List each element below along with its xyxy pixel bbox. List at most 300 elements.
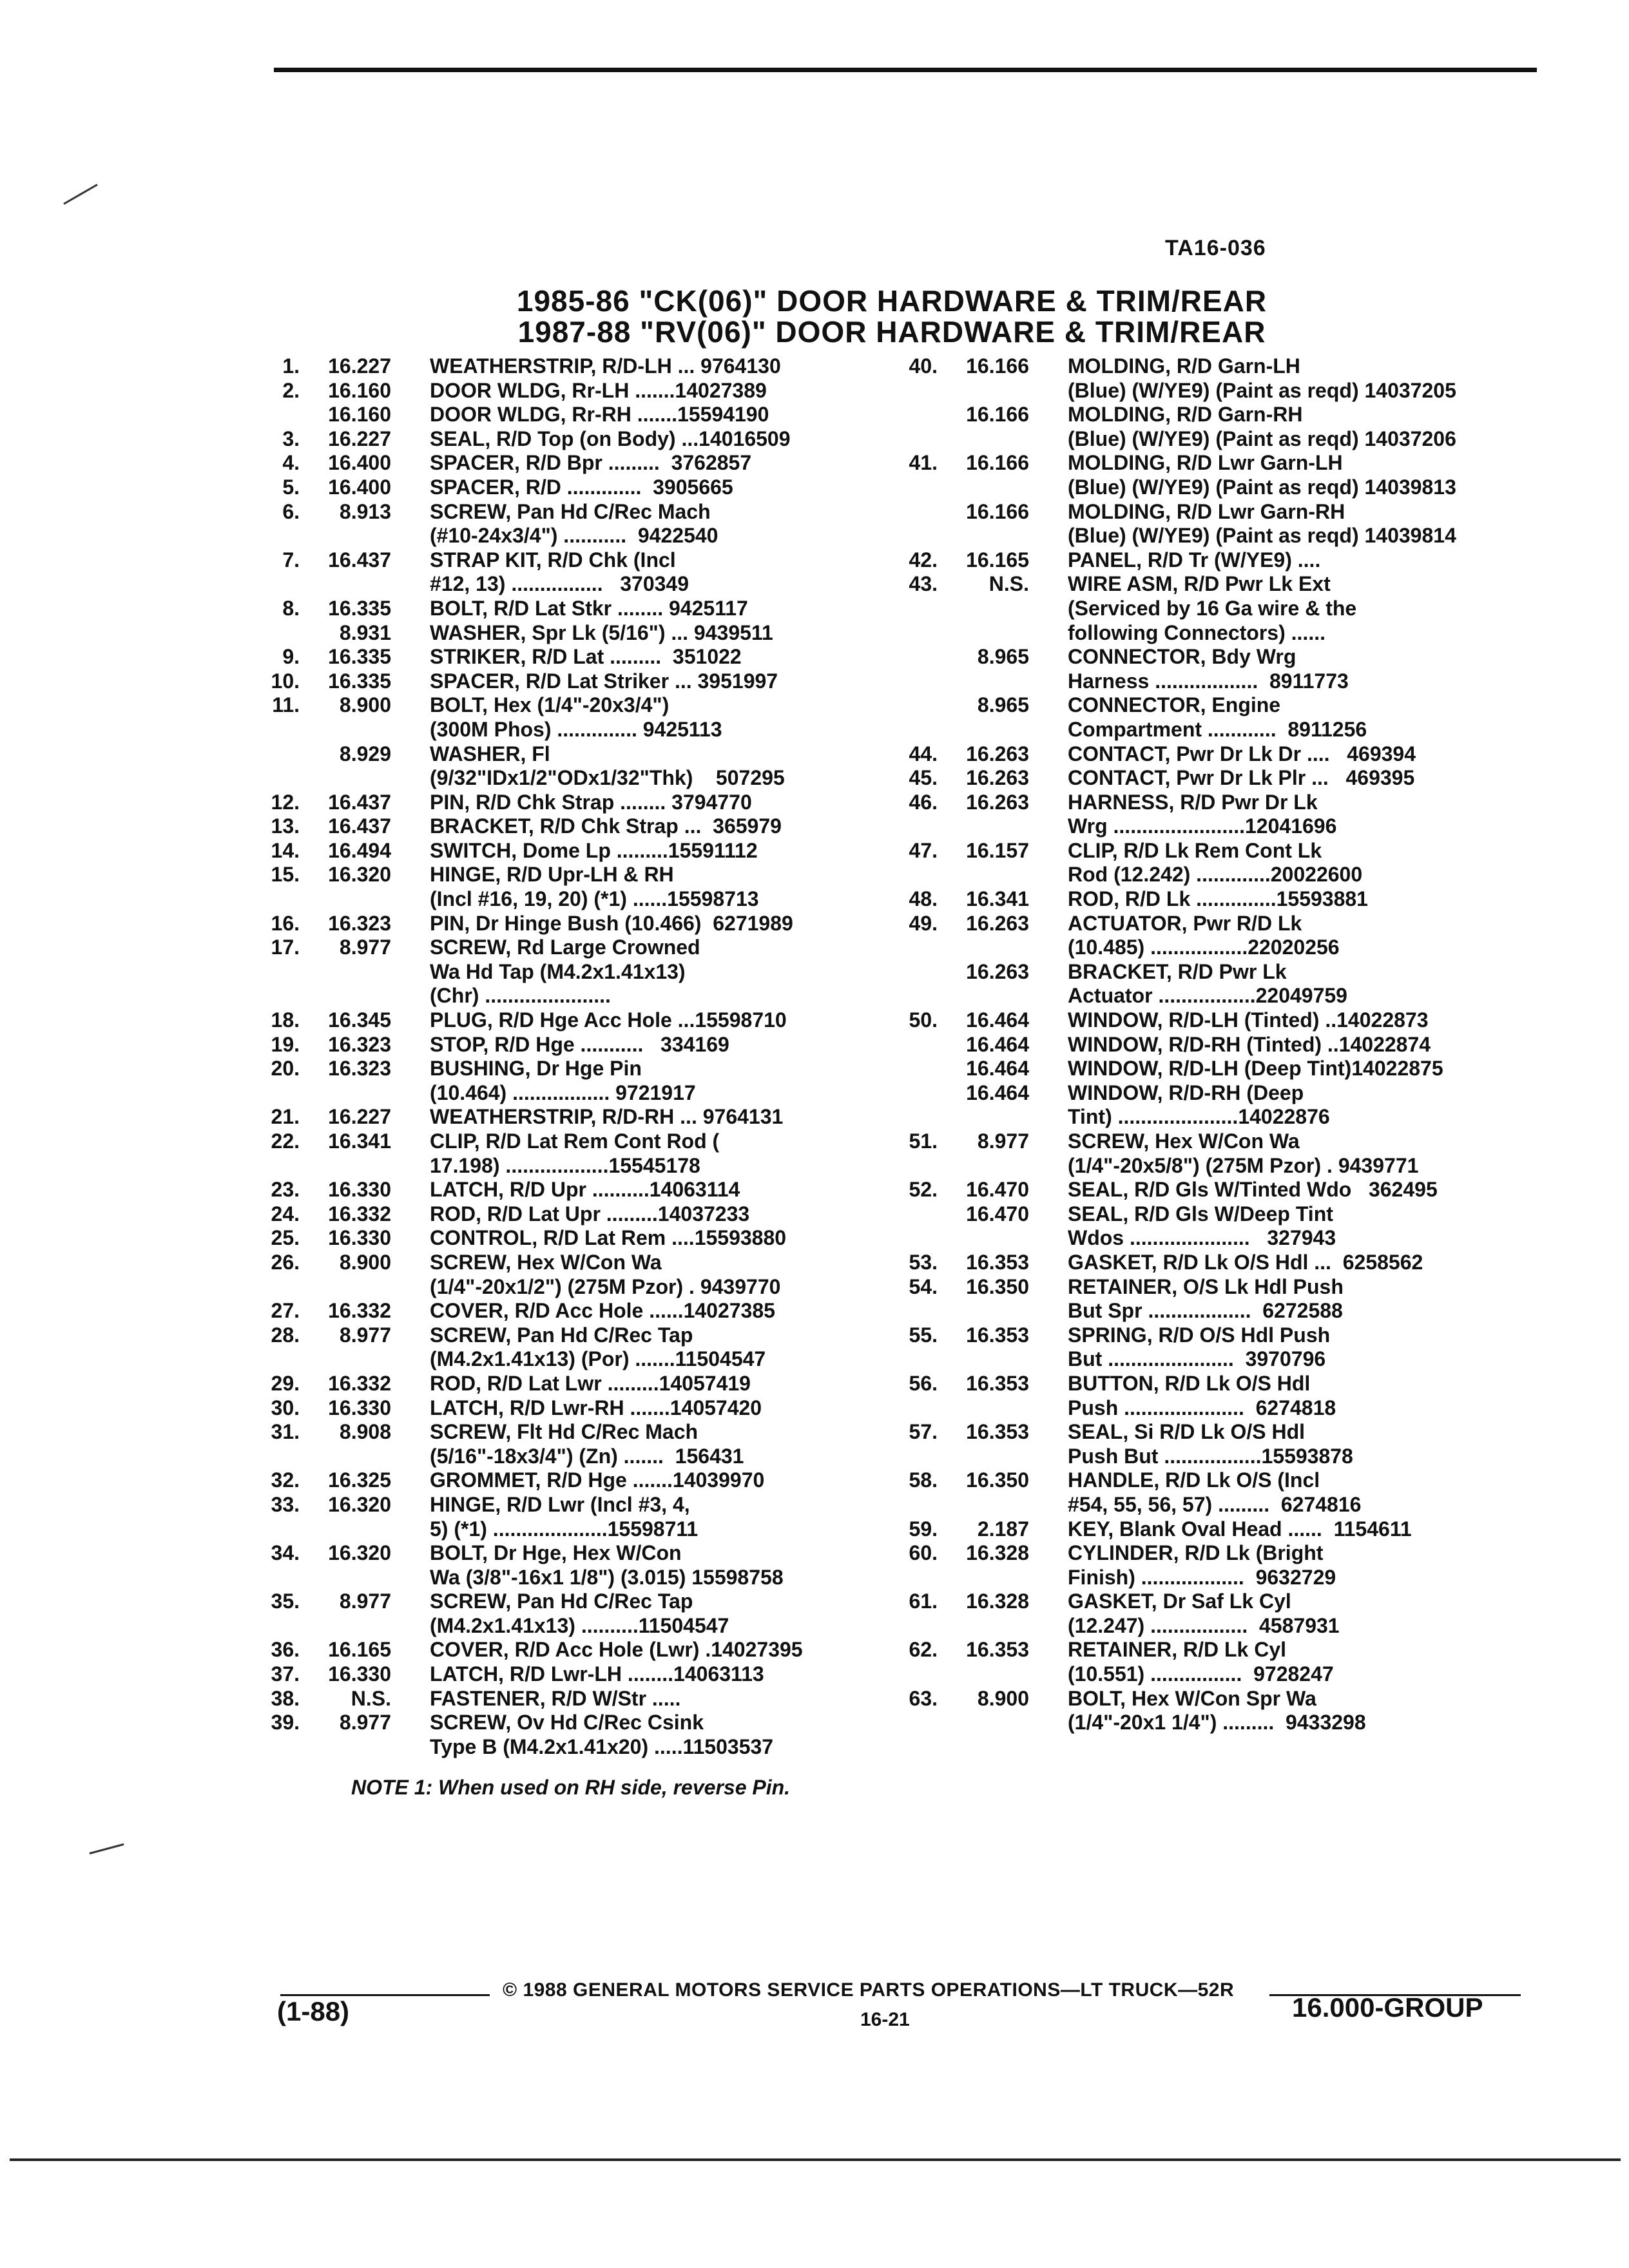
group-number: 16.353 bbox=[966, 1323, 1029, 1347]
part-description bbox=[391, 427, 880, 452]
part-description bbox=[391, 791, 880, 815]
description-line: WEATHERSTRIP, R/D-LH ... 9764130 bbox=[430, 354, 781, 378]
description-line: SCREW, Pan Hd C/Rec Mach bbox=[430, 499, 711, 523]
item-number bbox=[892, 1202, 938, 1227]
description-line: HANDLE, R/D Lk O/S (Incl bbox=[1068, 1468, 1320, 1492]
description-line: LATCH, R/D Upr ..........14063114 bbox=[430, 1178, 740, 1202]
description-line: RETAINER, R/D Lk Cyl bbox=[1068, 1638, 1286, 1662]
part-entry bbox=[892, 1275, 1543, 1323]
description-line: Harness .................. 8911773 bbox=[1068, 669, 1349, 693]
part-entry bbox=[255, 1662, 880, 1687]
part-entry bbox=[255, 1372, 880, 1396]
part-entry bbox=[892, 1251, 1543, 1275]
part-entry bbox=[892, 960, 1543, 1008]
description-line: Rod (12.242) .............20022600 bbox=[1068, 863, 1363, 887]
item-number: 56. bbox=[909, 1371, 938, 1395]
group-number: 16.227 bbox=[328, 1105, 391, 1129]
item-number: 21. bbox=[271, 1105, 300, 1129]
item-number: 29. bbox=[271, 1371, 300, 1395]
item-number: 61. bbox=[909, 1590, 938, 1613]
item-number: 6. bbox=[282, 499, 300, 523]
item-number bbox=[255, 403, 300, 427]
part-entry bbox=[255, 1541, 880, 1590]
group-number: 16.166 bbox=[966, 499, 1029, 523]
description-line: SCREW, Ov Hd C/Rec Csink bbox=[430, 1711, 704, 1735]
part-description bbox=[1029, 1081, 1543, 1129]
description-line: SPACER, R/D ............. 3905665 bbox=[430, 475, 733, 499]
description-line: SWITCH, Dome Lp .........15591112 bbox=[430, 838, 758, 862]
group-number: 16.320 bbox=[328, 1541, 391, 1565]
group-number: 16.328 bbox=[966, 1541, 1029, 1565]
item-number: 33. bbox=[271, 1492, 300, 1516]
item-number: 8. bbox=[282, 596, 300, 620]
description-line: CLIP, R/D Lk Rem Cont Lk bbox=[1068, 838, 1322, 862]
description-line: DOOR WLDG, Rr-LH .......14027389 bbox=[430, 378, 767, 402]
item-number: 58. bbox=[909, 1468, 938, 1492]
part-entry bbox=[892, 887, 1543, 912]
group-number: 16.160 bbox=[328, 403, 391, 427]
group-number: 16.320 bbox=[328, 863, 391, 887]
part-description bbox=[391, 1638, 880, 1662]
description-line: KEY, Blank Oval Head ...... 1154611 bbox=[1068, 1517, 1412, 1541]
part-description bbox=[1029, 1008, 1543, 1033]
description-line: (Chr) ...................... bbox=[430, 984, 611, 1008]
part-description bbox=[391, 354, 880, 379]
part-entry bbox=[892, 1541, 1543, 1590]
item-number bbox=[255, 742, 300, 767]
description-line: LATCH, R/D Lwr-RH .......14057420 bbox=[430, 1396, 762, 1419]
item-number: 54. bbox=[909, 1274, 938, 1298]
part-entry bbox=[255, 863, 880, 911]
description-line: #54, 55, 56, 57) ......... 6274816 bbox=[1068, 1492, 1362, 1516]
item-number: 37. bbox=[271, 1662, 300, 1686]
description-line: 5) (*1) ....................15598711 bbox=[430, 1517, 699, 1541]
page-title-line-2: 1987-88 "RV(06)" DOOR HARDWARE & TRIM/REAR bbox=[517, 315, 1266, 349]
item-number: 35. bbox=[271, 1590, 300, 1613]
group-number: 16.160 bbox=[328, 378, 391, 402]
item-number: 50. bbox=[909, 1008, 938, 1032]
group-number: 16.470 bbox=[966, 1202, 1029, 1225]
part-entry bbox=[255, 1105, 880, 1129]
description-line: SCREW, Pan Hd C/Rec Tap bbox=[430, 1590, 693, 1613]
part-description bbox=[1029, 1057, 1543, 1081]
group-number: 16.330 bbox=[328, 1226, 391, 1250]
item-number: 49. bbox=[909, 911, 938, 935]
part-entry bbox=[255, 742, 880, 791]
description-line: SCREW, Hex W/Con Wa bbox=[430, 1250, 662, 1274]
part-entry bbox=[892, 1517, 1543, 1542]
description-line: (10.464) ................. 9721917 bbox=[430, 1081, 696, 1104]
item-number: 57. bbox=[909, 1420, 938, 1444]
description-line: BOLT, Hex (1/4"-20x3/4") bbox=[430, 693, 670, 717]
description-line: MOLDING, R/D Lwr Garn-LH bbox=[1068, 451, 1343, 475]
item-number: 52. bbox=[909, 1178, 938, 1202]
description-line: CYLINDER, R/D Lk (Bright bbox=[1068, 1541, 1324, 1565]
item-number: 39. bbox=[271, 1711, 300, 1735]
group-number: 8.965 bbox=[977, 693, 1029, 717]
group-number: 16.437 bbox=[328, 814, 391, 838]
group-number: 16.166 bbox=[966, 451, 1029, 475]
part-description bbox=[1029, 1178, 1543, 1202]
description-line: Actuator .................22049759 bbox=[1068, 984, 1347, 1008]
group-number: 16.166 bbox=[966, 354, 1029, 378]
part-entry bbox=[892, 791, 1543, 839]
part-entry bbox=[255, 548, 880, 597]
description-line: CONNECTOR, Bdy Wrg bbox=[1068, 645, 1296, 669]
item-number bbox=[892, 645, 938, 669]
item-number: 22. bbox=[271, 1129, 300, 1153]
part-entry bbox=[255, 693, 880, 742]
description-line: (9/32"IDx1/2"ODx1/32"Thk) 507295 bbox=[430, 766, 785, 790]
part-description bbox=[391, 403, 880, 427]
part-entry bbox=[892, 1008, 1543, 1033]
part-description bbox=[391, 1662, 880, 1687]
description-line: (Blue) (W/YE9) (Paint as reqd) 14039813 bbox=[1068, 475, 1456, 499]
group-number: 16.263 bbox=[966, 911, 1029, 935]
group-number: 16.353 bbox=[966, 1250, 1029, 1274]
page-title-line-1: 1985-86 "CK(06)" DOOR HARDWARE & TRIM/REAR bbox=[516, 284, 1268, 318]
description-line: following Connectors) ...... bbox=[1068, 620, 1325, 644]
part-description bbox=[391, 621, 880, 646]
group-number: 8.929 bbox=[339, 742, 391, 765]
footnote: NOTE 1: When used on RH side, reverse Pin. bbox=[351, 1776, 791, 1799]
part-description bbox=[391, 500, 880, 548]
description-line: PIN, Dr Hinge Bush (10.466) 6271989 bbox=[430, 911, 793, 935]
description-line: GROMMET, R/D Hge .......14039970 bbox=[430, 1468, 765, 1492]
part-entry bbox=[892, 645, 1543, 693]
part-description bbox=[1029, 1541, 1543, 1590]
description-line: ROD, R/D Lk ..............15593881 bbox=[1068, 887, 1368, 911]
group-number: 8.977 bbox=[977, 1129, 1029, 1153]
group-number: 16.330 bbox=[328, 1662, 391, 1686]
part-entry bbox=[255, 669, 880, 694]
part-entry bbox=[892, 1638, 1543, 1686]
part-description bbox=[391, 1105, 880, 1129]
description-line: (5/16"-18x3/4") (Zn) ....... 156431 bbox=[430, 1444, 744, 1468]
item-number: 13. bbox=[271, 814, 300, 838]
description-line: (M4.2x1.41x13) ..........11504547 bbox=[430, 1613, 729, 1637]
item-number: 43. bbox=[909, 572, 938, 596]
part-description bbox=[1029, 1590, 1543, 1638]
description-line: COVER, R/D Acc Hole (Lwr) .14027395 bbox=[430, 1638, 803, 1662]
part-description bbox=[391, 669, 880, 694]
description-line: WASHER, Spr Lk (5/16") ... 9439511 bbox=[430, 620, 773, 644]
part-entry bbox=[892, 1033, 1543, 1057]
description-line: SPACER, R/D Bpr ......... 3762857 bbox=[430, 451, 752, 475]
group-number: 16.353 bbox=[966, 1371, 1029, 1395]
part-entry bbox=[255, 1178, 880, 1202]
description-line: (Incl #16, 19, 20) (*1) ......15598713 bbox=[430, 887, 759, 911]
part-description bbox=[1029, 1129, 1543, 1178]
part-entry bbox=[255, 500, 880, 548]
group-number: 16.345 bbox=[328, 1008, 391, 1032]
group-number: 16.400 bbox=[328, 475, 391, 499]
description-line: WINDOW, R/D-RH (Tinted) ..14022874 bbox=[1068, 1032, 1431, 1056]
part-description bbox=[1029, 1323, 1543, 1372]
description-line: WIRE ASM, R/D Pwr Lk Ext bbox=[1068, 572, 1331, 596]
group-number: 16.335 bbox=[328, 645, 391, 669]
part-entry bbox=[892, 1178, 1543, 1202]
part-entry bbox=[255, 379, 880, 403]
item-number: 38. bbox=[271, 1686, 300, 1710]
part-description bbox=[1029, 960, 1543, 1008]
part-entry bbox=[255, 1468, 880, 1493]
part-entry bbox=[255, 912, 880, 936]
item-number: 3. bbox=[282, 427, 300, 450]
part-entry bbox=[255, 839, 880, 863]
description-line: CONTACT, Pwr Dr Lk Dr .... 469394 bbox=[1068, 742, 1416, 765]
item-number bbox=[892, 1057, 938, 1081]
group-number: 16.165 bbox=[328, 1638, 391, 1662]
group-number: 8.977 bbox=[339, 1590, 391, 1613]
part-description bbox=[391, 1687, 880, 1711]
item-number bbox=[892, 693, 938, 718]
description-line: Type B (M4.2x1.41x20) .....11503537 bbox=[430, 1735, 774, 1758]
item-number bbox=[255, 621, 300, 646]
group-number: 16.350 bbox=[966, 1274, 1029, 1298]
item-number: 51. bbox=[909, 1129, 938, 1153]
item-number: 42. bbox=[909, 548, 938, 572]
description-line: SEAL, R/D Gls W/Deep Tint bbox=[1068, 1202, 1333, 1225]
description-line: (300M Phos) .............. 9425113 bbox=[430, 717, 722, 741]
part-entry bbox=[255, 1638, 880, 1662]
part-entry bbox=[255, 791, 880, 815]
group-number: 8.913 bbox=[339, 499, 391, 523]
description-line: MOLDING, R/D Garn-LH bbox=[1068, 354, 1300, 378]
group-number: 16.437 bbox=[328, 790, 391, 814]
issue-date: (1-88) bbox=[277, 1996, 350, 2026]
item-number: 40. bbox=[909, 354, 938, 378]
part-entry bbox=[892, 1468, 1543, 1517]
description-line: RETAINER, O/S Lk Hdl Push bbox=[1068, 1274, 1344, 1298]
item-number: 31. bbox=[271, 1420, 300, 1444]
group-number: 16.332 bbox=[328, 1371, 391, 1395]
part-description bbox=[1029, 1638, 1543, 1686]
part-description bbox=[1029, 912, 1543, 960]
description-line: Wrg .......................12041696 bbox=[1068, 814, 1337, 838]
description-line: (12.247) ................. 4587931 bbox=[1068, 1613, 1340, 1637]
parts-list-left-column bbox=[255, 354, 880, 1759]
part-entry bbox=[255, 1226, 880, 1251]
description-line: FASTENER, R/D W/Str ..... bbox=[430, 1686, 681, 1710]
part-entry bbox=[892, 500, 1543, 548]
part-entry bbox=[892, 572, 1543, 645]
item-number: 18. bbox=[271, 1008, 300, 1032]
item-number: 24. bbox=[271, 1202, 300, 1225]
parts-list-right-column bbox=[892, 354, 1543, 1735]
part-entry bbox=[892, 766, 1543, 791]
description-line: (Blue) (W/YE9) (Paint as reqd) 14037206 bbox=[1068, 427, 1456, 450]
description-line: SPACER, R/D Lat Striker ... 3951997 bbox=[430, 669, 778, 693]
description-line: CONTROL, R/D Lat Rem ....15593880 bbox=[430, 1226, 787, 1250]
item-number: 26. bbox=[271, 1250, 300, 1274]
part-description bbox=[391, 1541, 880, 1590]
group-number: 16.335 bbox=[328, 669, 391, 693]
part-description bbox=[391, 693, 880, 742]
item-number: 2. bbox=[282, 378, 300, 402]
item-number: 62. bbox=[909, 1638, 938, 1662]
part-description bbox=[1029, 791, 1543, 839]
description-line: Wdos ..................... 327943 bbox=[1068, 1226, 1336, 1250]
description-line: BUTTON, R/D Lk O/S Hdl bbox=[1068, 1371, 1311, 1395]
item-number: 14. bbox=[271, 838, 300, 862]
part-entry bbox=[255, 1299, 880, 1323]
item-number: 10. bbox=[271, 669, 300, 693]
description-line: DOOR WLDG, Rr-RH .......15594190 bbox=[430, 403, 769, 427]
part-description bbox=[1029, 1275, 1543, 1323]
group-number: 16.263 bbox=[966, 742, 1029, 765]
group-number: 16.400 bbox=[328, 451, 391, 475]
group-number: 8.977 bbox=[339, 1323, 391, 1347]
description-line: Compartment ............ 8911256 bbox=[1068, 717, 1367, 741]
part-description bbox=[391, 1008, 880, 1033]
part-entry bbox=[255, 1323, 880, 1372]
group-number: 16.263 bbox=[966, 959, 1029, 983]
group-number: 16.227 bbox=[328, 427, 391, 450]
description-line: Push But .................15593878 bbox=[1068, 1444, 1353, 1468]
description-line: (1/4"-20x1 1/4") ......... 9433298 bbox=[1068, 1711, 1366, 1735]
part-description bbox=[391, 742, 880, 791]
scan-mark bbox=[90, 1843, 124, 1854]
part-entry bbox=[255, 936, 880, 1008]
group-number: 16.263 bbox=[966, 766, 1029, 790]
description-line: (1/4"-20x5/8") (275M Pzor) . 9439771 bbox=[1068, 1153, 1419, 1177]
item-number: 7. bbox=[282, 548, 300, 572]
item-number: 9. bbox=[282, 645, 300, 669]
group-number: 16.335 bbox=[328, 596, 391, 620]
part-description bbox=[1029, 766, 1543, 791]
group-number: 16.332 bbox=[328, 1202, 391, 1225]
item-number: 4. bbox=[282, 451, 300, 475]
part-entry bbox=[255, 476, 880, 500]
part-description bbox=[391, 597, 880, 621]
part-entry bbox=[255, 1202, 880, 1227]
part-description bbox=[391, 1057, 880, 1105]
description-line: HARNESS, R/D Pwr Dr Lk bbox=[1068, 790, 1318, 814]
part-description bbox=[1029, 693, 1543, 742]
part-description bbox=[391, 1226, 880, 1251]
part-description bbox=[1029, 451, 1543, 499]
description-line: Wa Hd Tap (M4.2x1.41x13) bbox=[430, 959, 686, 983]
item-number: 34. bbox=[271, 1541, 300, 1565]
part-description bbox=[391, 1468, 880, 1493]
description-line: WINDOW, R/D-LH (Tinted) ..14022873 bbox=[1068, 1008, 1429, 1032]
part-entry bbox=[255, 427, 880, 452]
description-line: HINGE, R/D Upr-LH & RH bbox=[430, 863, 674, 887]
group-number: 8.931 bbox=[339, 620, 391, 644]
description-line: BOLT, Hex W/Con Spr Wa bbox=[1068, 1686, 1316, 1710]
description-line: CLIP, R/D Lat Rem Cont Rod ( bbox=[430, 1129, 720, 1153]
part-entry bbox=[892, 742, 1543, 767]
part-description bbox=[1029, 742, 1543, 767]
part-entry bbox=[892, 912, 1543, 960]
item-number: 63. bbox=[909, 1686, 938, 1710]
item-number: 1. bbox=[282, 354, 300, 378]
item-number: 48. bbox=[909, 887, 938, 911]
group-number: 16.353 bbox=[966, 1638, 1029, 1662]
item-number bbox=[892, 1033, 938, 1057]
item-number: 41. bbox=[909, 451, 938, 475]
item-number: 27. bbox=[271, 1299, 300, 1323]
top-rule bbox=[274, 68, 1537, 72]
part-entry bbox=[255, 451, 880, 476]
bottom-rule bbox=[10, 2158, 1621, 2161]
item-number: 59. bbox=[909, 1517, 938, 1541]
description-line: PANEL, R/D Tr (W/YE9) .... bbox=[1068, 548, 1321, 572]
group-number: 16.494 bbox=[328, 838, 391, 862]
part-description bbox=[1029, 403, 1543, 451]
part-description bbox=[391, 379, 880, 403]
part-entry bbox=[892, 1202, 1543, 1251]
part-description bbox=[391, 1711, 880, 1759]
part-entry bbox=[255, 645, 880, 669]
description-line: SEAL, R/D Gls W/Tinted Wdo 362495 bbox=[1068, 1178, 1438, 1202]
group-number: 16.464 bbox=[966, 1032, 1029, 1056]
description-line: ROD, R/D Lat Upr .........14037233 bbox=[430, 1202, 750, 1225]
item-number: 55. bbox=[909, 1323, 938, 1347]
item-number bbox=[892, 960, 938, 985]
description-line: BOLT, R/D Lat Stkr ........ 9425117 bbox=[430, 596, 748, 620]
group-number: 16.341 bbox=[966, 887, 1029, 911]
group-number: 16.320 bbox=[328, 1492, 391, 1516]
item-number: 25. bbox=[271, 1226, 300, 1250]
part-description bbox=[1029, 1372, 1543, 1420]
part-description bbox=[1029, 887, 1543, 912]
part-description bbox=[391, 839, 880, 863]
part-description bbox=[391, 1178, 880, 1202]
description-line: (M4.2x1.41x13) (Por) .......11504547 bbox=[430, 1347, 766, 1371]
group-number: 16.323 bbox=[328, 911, 391, 935]
item-number: 28. bbox=[271, 1323, 300, 1347]
part-entry bbox=[892, 548, 1543, 573]
group-number: 16.464 bbox=[966, 1008, 1029, 1032]
item-number: 15. bbox=[271, 863, 300, 887]
part-description bbox=[391, 476, 880, 500]
part-description bbox=[391, 1299, 880, 1323]
description-line: COVER, R/D Acc Hole ......14027385 bbox=[430, 1299, 775, 1323]
part-description bbox=[391, 1251, 880, 1299]
item-number: 46. bbox=[909, 790, 938, 814]
group-number: 8.908 bbox=[339, 1420, 391, 1444]
item-number: 20. bbox=[271, 1057, 300, 1081]
group-number: 16.353 bbox=[966, 1420, 1029, 1444]
description-line: But Spr .................. 6272588 bbox=[1068, 1299, 1343, 1323]
description-line: MOLDING, R/D Garn-RH bbox=[1068, 403, 1303, 427]
description-line: ROD, R/D Lat Lwr .........14057419 bbox=[430, 1371, 751, 1395]
description-line: Wa (3/8"-16x1 1/8") (3.015) 15598758 bbox=[430, 1565, 784, 1589]
part-description bbox=[391, 451, 880, 476]
group-number: 8.965 bbox=[977, 645, 1029, 669]
description-line: STRIKER, R/D Lat ......... 351022 bbox=[430, 645, 742, 669]
group-number: 16.437 bbox=[328, 548, 391, 572]
part-entry bbox=[255, 1493, 880, 1541]
part-description bbox=[1029, 1420, 1543, 1468]
part-entry bbox=[892, 354, 1543, 403]
item-number: 16. bbox=[271, 911, 300, 935]
part-description bbox=[391, 1323, 880, 1372]
part-entry bbox=[255, 1420, 880, 1468]
group-number: 8.900 bbox=[339, 693, 391, 717]
description-line: SCREW, Flt Hd C/Rec Mach bbox=[430, 1420, 699, 1444]
description-line: (Serviced by 16 Ga wire & the bbox=[1068, 596, 1357, 620]
group-number: 8.977 bbox=[339, 1711, 391, 1735]
item-number: 19. bbox=[271, 1032, 300, 1056]
part-entry bbox=[892, 1420, 1543, 1468]
page-number: 16-21 bbox=[860, 2009, 910, 2030]
description-line: Tint) .....................14022876 bbox=[1068, 1105, 1330, 1129]
part-entry bbox=[255, 1033, 880, 1057]
description-line: BRACKET, R/D Pwr Lk bbox=[1068, 959, 1287, 983]
